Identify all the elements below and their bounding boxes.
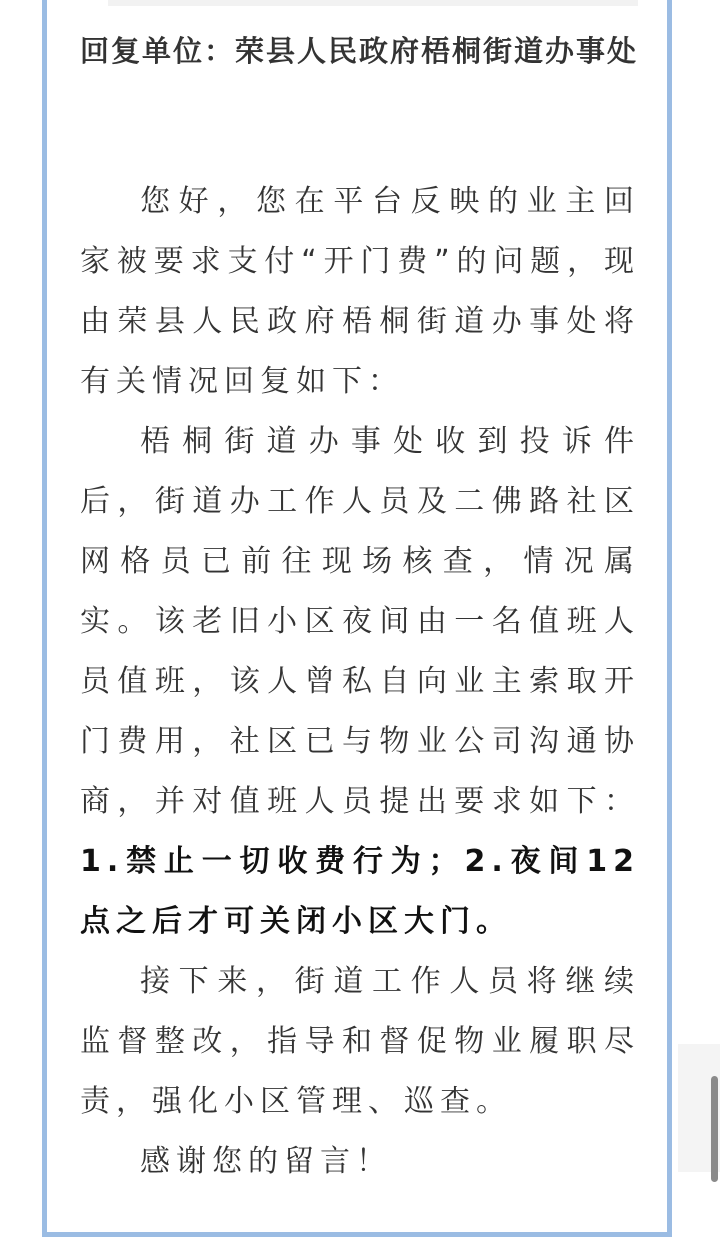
reply-content (80, 26, 640, 1192)
reply-followup-paragraph: 接下来，街道工作人员将继续监督整改，指导和督促物业履职尽责，强化小区管理、巡查。 (80, 964, 640, 1119)
scrollbar-thumb[interactable] (711, 1076, 718, 1182)
reply-investigation-paragraph (80, 412, 640, 952)
requirements-bold-text: 1.禁止一切收费行为；2.夜间12点之后才可关闭小区大门。 (80, 844, 640, 939)
reply-unit-title: 回复单位：荣县人民政府梧桐街道办事处 (80, 34, 639, 68)
reply-greeting-paragraph: 您好，您在平台反映的业主回家被要求支付“开门费”的问题，现由荣县人民政府梧桐街道办事处将有关情况回复如下： (80, 184, 640, 399)
investigation-text: 梧桐街道办事处收到投诉件后，街道办工作人员及二佛路社区网格员已前往现场核查，情况属实。该老旧小区夜间由一名值班人员值班，该人曾私自向业主索取开门费用，社区已与物业公司沟通协商，并对值班人员提出要求如下： (80, 424, 640, 819)
spacer (80, 76, 640, 172)
reply-thanks-paragraph: 感谢您的留言！ (140, 1144, 392, 1179)
